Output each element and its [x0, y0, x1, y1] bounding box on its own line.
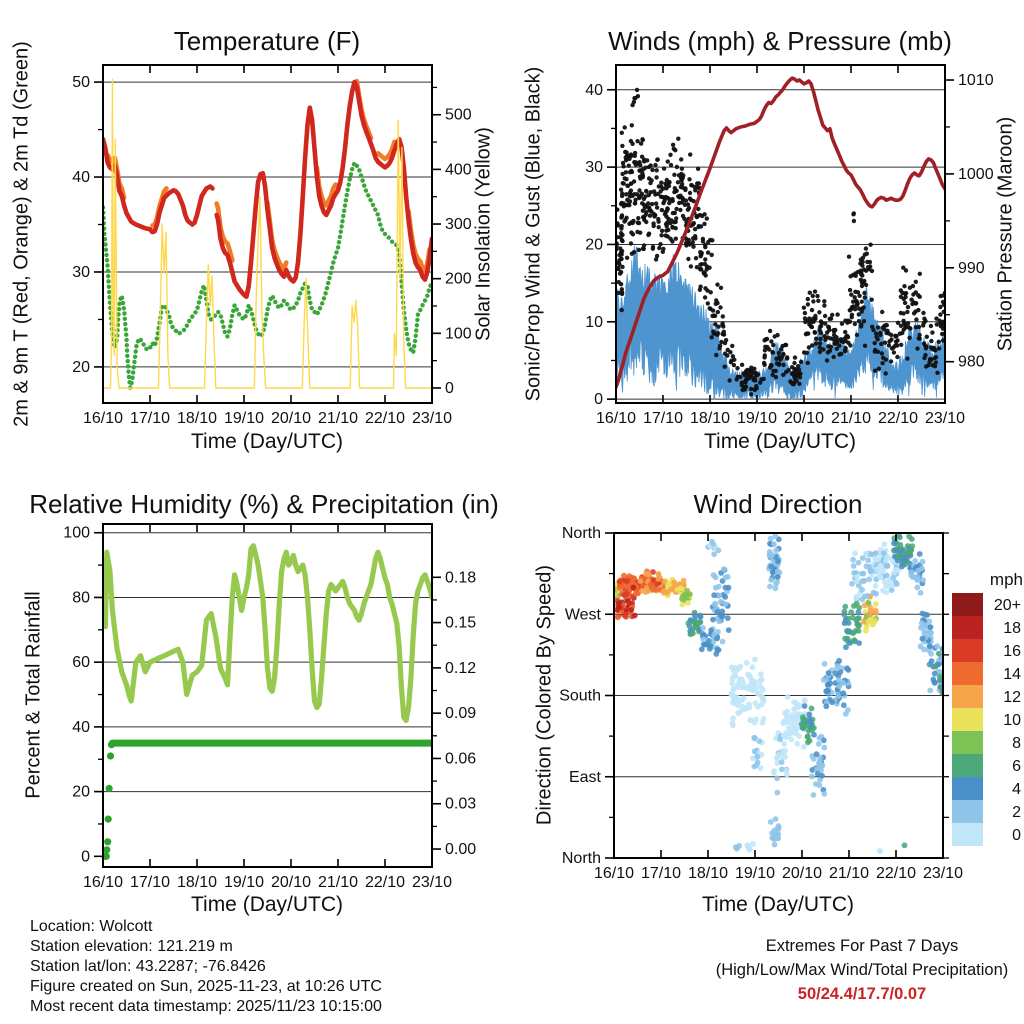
- wind-direction-xtick: 20/10: [781, 865, 823, 882]
- temperature-ytick-left: 50: [72, 74, 90, 92]
- temperature-xtick: 17/10: [129, 410, 171, 427]
- temperature-xtick: 19/10: [223, 410, 265, 427]
- colorbar-label: 6: [1012, 758, 1021, 775]
- humidity-precip-ticks: [63, 524, 476, 891]
- winds-pressure-ytick-right: 980: [958, 353, 985, 371]
- winds-pressure-xtick: 20/10: [783, 410, 825, 427]
- wind-direction-ytick-left: North: [561, 850, 601, 867]
- colorbar-label: 0: [1012, 827, 1021, 844]
- humidity-precip-ytick-left: 40: [72, 718, 90, 736]
- humidity-precip-ytick-right: 0.03: [445, 795, 477, 813]
- colorbar-label: 4: [1012, 781, 1021, 798]
- humidity-precip-xtick: 23/10: [411, 874, 453, 891]
- temperature-ylabel-left: 2m & 9m T (Red, Orange) & 2m Td (Green): [10, 41, 33, 427]
- humidity-precip-ytick-left: 100: [63, 524, 90, 542]
- humidity-precip-xtick: 22/10: [364, 874, 406, 891]
- wind-direction-title: Wind Direction: [693, 489, 863, 519]
- humidity-precip-ytick-right: 0.18: [445, 569, 477, 587]
- direction-xlabel: Time (Day/UTC): [701, 893, 855, 916]
- temperature-xtick: 16/10: [82, 410, 124, 427]
- temperature-ytick-right: 300: [445, 216, 472, 234]
- winds-pressure-ytick-left: 20: [585, 236, 603, 254]
- humidity-precip-ytick-right: 0.15: [445, 614, 477, 632]
- station-elevation: Station elevation: 121.219 m: [30, 938, 233, 955]
- winds-ylabel-left: Sonic/Prop Wind & Gust (Blue, Black): [522, 66, 545, 402]
- humidity-precip-ytick-left: 20: [72, 783, 90, 801]
- station-latlon: Station lat/lon: 43.2287; -76.8426: [30, 958, 266, 975]
- winds-pressure-title: Winds (mph) & Pressure (mb): [608, 26, 952, 56]
- humidity-precip-xtick: 19/10: [223, 874, 265, 891]
- winds-pressure-ytick-right: 1000: [958, 165, 994, 183]
- temperature-ytick-right: 200: [445, 270, 472, 288]
- wind-direction-ytick-left: North: [561, 525, 601, 542]
- humidity-xlabel: Time (Day/UTC): [190, 893, 344, 916]
- humidity-precip-xtick: 20/10: [270, 874, 312, 891]
- speed-colorbar: [952, 593, 1021, 846]
- colorbar-label: 8: [1012, 735, 1021, 752]
- winds-pressure-ytick-right: 990: [958, 259, 985, 277]
- colorbar-label: 18: [1003, 620, 1021, 637]
- wind-direction-ytick-left: West: [564, 606, 601, 624]
- station-info: [30, 917, 382, 1017]
- temperature-xtick: 22/10: [364, 410, 406, 427]
- humidity-precip-xtick: 17/10: [129, 874, 171, 891]
- humidity-precip-series: [101, 546, 432, 860]
- humidity-precip-ytick-right: 0.06: [445, 750, 477, 768]
- winds-pressure-ytick-left: 40: [585, 81, 603, 99]
- temperature-xtick: 18/10: [176, 410, 218, 427]
- colorbar-label: 14: [1003, 666, 1021, 683]
- temperature-series: [103, 79, 432, 388]
- wind-direction-xtick: 16/10: [593, 865, 635, 882]
- colorbar-label: 12: [1003, 689, 1021, 706]
- wind-direction-xtick: 22/10: [875, 865, 917, 882]
- direction-ylabel-left: Direction (Colored By Speed): [533, 564, 556, 826]
- temperature-ylabel-right: Solar Insolation (Yellow): [472, 127, 495, 341]
- wind-direction-xtick: 21/10: [828, 865, 870, 882]
- temperature-ytick-right: 400: [445, 161, 472, 179]
- colorbar-label: 2: [1012, 804, 1021, 821]
- winds-pressure-xtick: 19/10: [736, 410, 778, 427]
- temperature-ytick-right: 500: [445, 106, 472, 124]
- winds-pressure-xtick: 22/10: [877, 410, 919, 427]
- winds-pressure-ytick-left: 10: [585, 313, 603, 331]
- winds-pressure-xtick: 16/10: [595, 410, 637, 427]
- winds-pressure-ytick-left: 30: [585, 159, 603, 177]
- temperature-ytick-left: 20: [72, 358, 90, 376]
- temperature-xtick: 20/10: [270, 410, 312, 427]
- wind-direction-xtick: 23/10: [922, 865, 964, 882]
- wind-direction-series: [611, 533, 947, 854]
- colorbar-label: 10: [1003, 712, 1021, 729]
- winds-pressure-xtick: 18/10: [689, 410, 731, 427]
- data-timestamp: Most recent data timestamp: 2025/11/23 10:15:00: [30, 998, 382, 1015]
- temperature-title: Temperature (F): [173, 26, 361, 56]
- wind-direction-xtick: 17/10: [640, 865, 682, 882]
- humidity-precip-ytick-left: 80: [72, 589, 90, 607]
- winds-pressure-xtick: 21/10: [830, 410, 872, 427]
- winds-pressure-series: [614, 78, 947, 399]
- temperature-ytick-right: 100: [445, 325, 472, 343]
- humidity-precip-ytick-left: 0: [81, 848, 90, 866]
- temperature-xlabel: Time (Day/UTC): [190, 430, 344, 453]
- humidity-ylabel-left: Percent & Total Rainfall: [22, 591, 45, 799]
- winds-ylabel-right: Station Pressure (Maroon): [994, 116, 1017, 352]
- figure-created: Figure created on Sun, 2025-11-23, at 10:26 UTC: [30, 978, 382, 995]
- humidity-precip-xtick: 16/10: [82, 874, 124, 891]
- humidity-precip-ytick-left: 60: [72, 654, 90, 672]
- winds-pressure-ytick-right: 1010: [958, 72, 994, 90]
- winds-xlabel: Time (Day/UTC): [703, 430, 857, 453]
- extremes-subtitle: (High/Low/Max Wind/Total Precipitation): [715, 961, 1009, 979]
- temperature-xtick: 21/10: [317, 410, 359, 427]
- winds-pressure-xtick: 23/10: [924, 410, 966, 427]
- wind-direction-ytick-left: South: [559, 687, 601, 705]
- humidity-precip-ytick-right: 0.09: [445, 705, 477, 723]
- extremes-title: Extremes For Past 7 Days: [765, 937, 959, 955]
- temperature-ytick-left: 30: [72, 263, 90, 281]
- extremes-values: 50/24.4/17.7/0.07: [797, 985, 927, 1003]
- winds-pressure-ytick-left: 0: [594, 391, 603, 409]
- humidity-precip-xtick: 21/10: [317, 874, 359, 891]
- humidity-precip-ytick-right: 0.00: [445, 841, 477, 859]
- winds-pressure-xtick: 17/10: [642, 410, 684, 427]
- wind-direction-xtick: 18/10: [687, 865, 729, 882]
- humidity-precip-xtick: 18/10: [176, 874, 218, 891]
- temperature-ytick-right: 0: [445, 379, 454, 397]
- colorbar-unit-label: mph: [989, 570, 1023, 589]
- extremes-block: [716, 934, 1009, 1006]
- humidity-precip-title: Relative Humidity (%) & Precipitation (in): [29, 489, 499, 519]
- colorbar-label: 16: [1003, 643, 1021, 660]
- wind-direction-ytick-left: East: [568, 768, 601, 786]
- wind-direction-xtick: 19/10: [734, 865, 776, 882]
- temperature-xtick: 23/10: [411, 410, 453, 427]
- colorbar-label: 20+: [993, 597, 1021, 614]
- temperature-ytick-left: 40: [72, 169, 90, 187]
- humidity-precip-ytick-right: 0.12: [445, 659, 477, 677]
- station-location: Location: Wolcott: [30, 918, 153, 935]
